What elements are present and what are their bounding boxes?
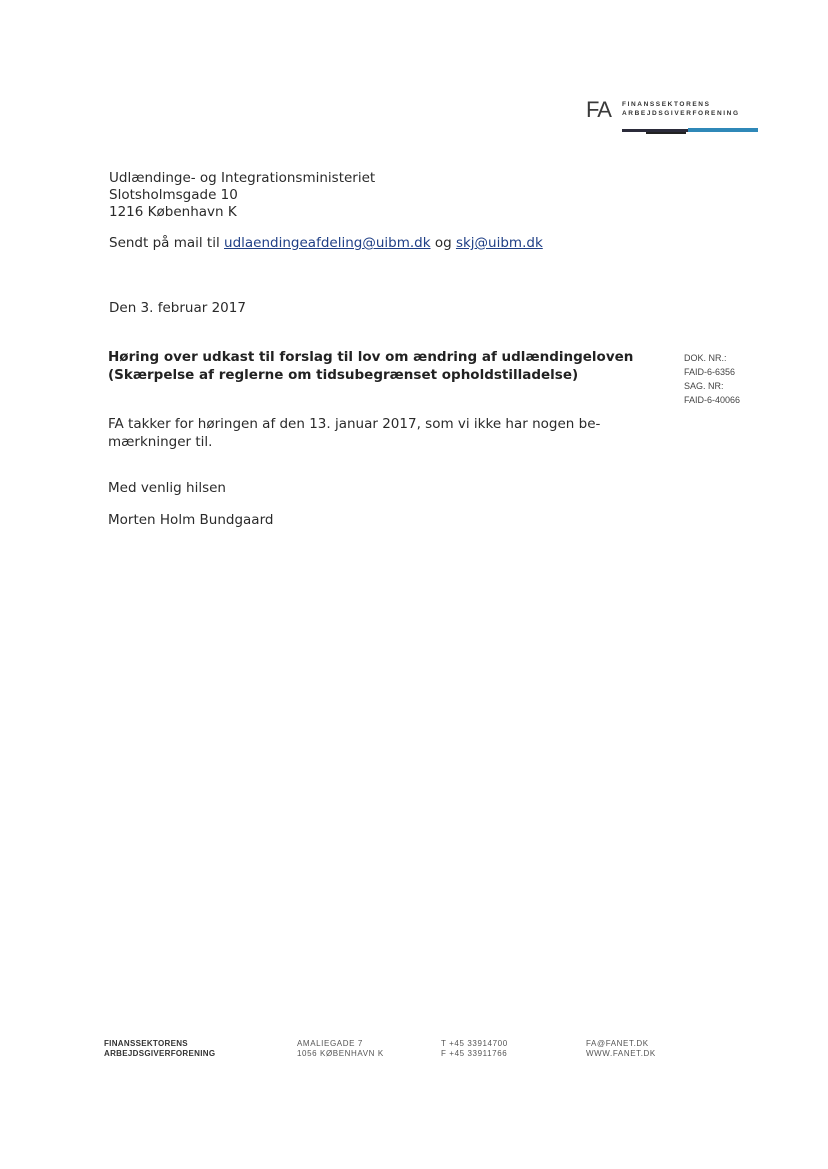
footer-org-line2: ARBEJDSGIVERFORENING	[104, 1049, 216, 1058]
case-number-value: FAID-6-40066	[684, 395, 741, 405]
sent-connector: og	[430, 235, 456, 251]
footer-website[interactable]: WWW.FANET.DK	[586, 1049, 656, 1058]
logo-name-line1: FINANSSEKTORENS	[622, 101, 711, 108]
footer-organization	[104, 1039, 215, 1059]
footer-address	[297, 1039, 384, 1059]
logo-name-line2: ARBEJDSGIVERFORENING	[622, 109, 740, 117]
logo-bar-teal	[688, 128, 758, 132]
doc-number-label: DOK. NR.:	[684, 353, 727, 363]
email-link-1[interactable]: udlaendingeafdeling@uibm.dk	[224, 235, 431, 251]
footer-address-line2: 1056 KØBENHAVN K	[297, 1049, 384, 1058]
body-paragraph	[108, 415, 600, 451]
footer-fax: F +45 33911766	[441, 1049, 508, 1058]
footer-phone	[441, 1039, 508, 1059]
reference-block	[684, 351, 740, 407]
logo-mark: FA	[586, 97, 611, 122]
body-line2: mærkninger til.	[108, 434, 213, 450]
closing: Med venlig hilsen	[108, 480, 226, 496]
logo-name	[622, 101, 740, 118]
logo-bar-mid	[646, 132, 686, 134]
recipient-address	[109, 170, 375, 221]
recipient-line3: 1216 København K	[109, 204, 237, 220]
subject-heading	[108, 348, 633, 384]
doc-number-value: FAID-6-6356	[684, 367, 736, 377]
subject-line1: Høring over udkast til forslag til lov om ændring af udlændingeloven	[108, 349, 634, 365]
footer-email[interactable]: FA@FANET.DK	[586, 1039, 649, 1048]
footer-org-line1: FINANSSEKTORENS	[104, 1039, 188, 1048]
subject-line2: (Skærpelse af reglerne om tidsubegrænset opholdstilladelse)	[108, 367, 579, 383]
sent-line	[109, 235, 543, 252]
email-link-2[interactable]: skj@uibm.dk	[455, 235, 543, 251]
fa-logo	[586, 99, 766, 139]
footer-address-line1: AMALIEGADE 7	[297, 1039, 363, 1048]
footer-telephone: T +45 33914700	[441, 1039, 508, 1048]
body-line1: FA takker for høringen af den 13. januar 2017, som vi ikke har nogen be-	[108, 416, 601, 432]
recipient-line1: Udlændinge- og Integrationsministeriet	[109, 170, 376, 186]
letter-date: Den 3. februar 2017	[109, 300, 246, 316]
case-number-label: SAG. NR:	[684, 381, 724, 391]
signer-name: Morten Holm Bundgaard	[108, 512, 274, 528]
sent-prefix: Sendt på mail til	[109, 235, 225, 251]
footer-contact	[586, 1039, 656, 1059]
recipient-line2: Slotsholmsgade 10	[109, 187, 238, 203]
